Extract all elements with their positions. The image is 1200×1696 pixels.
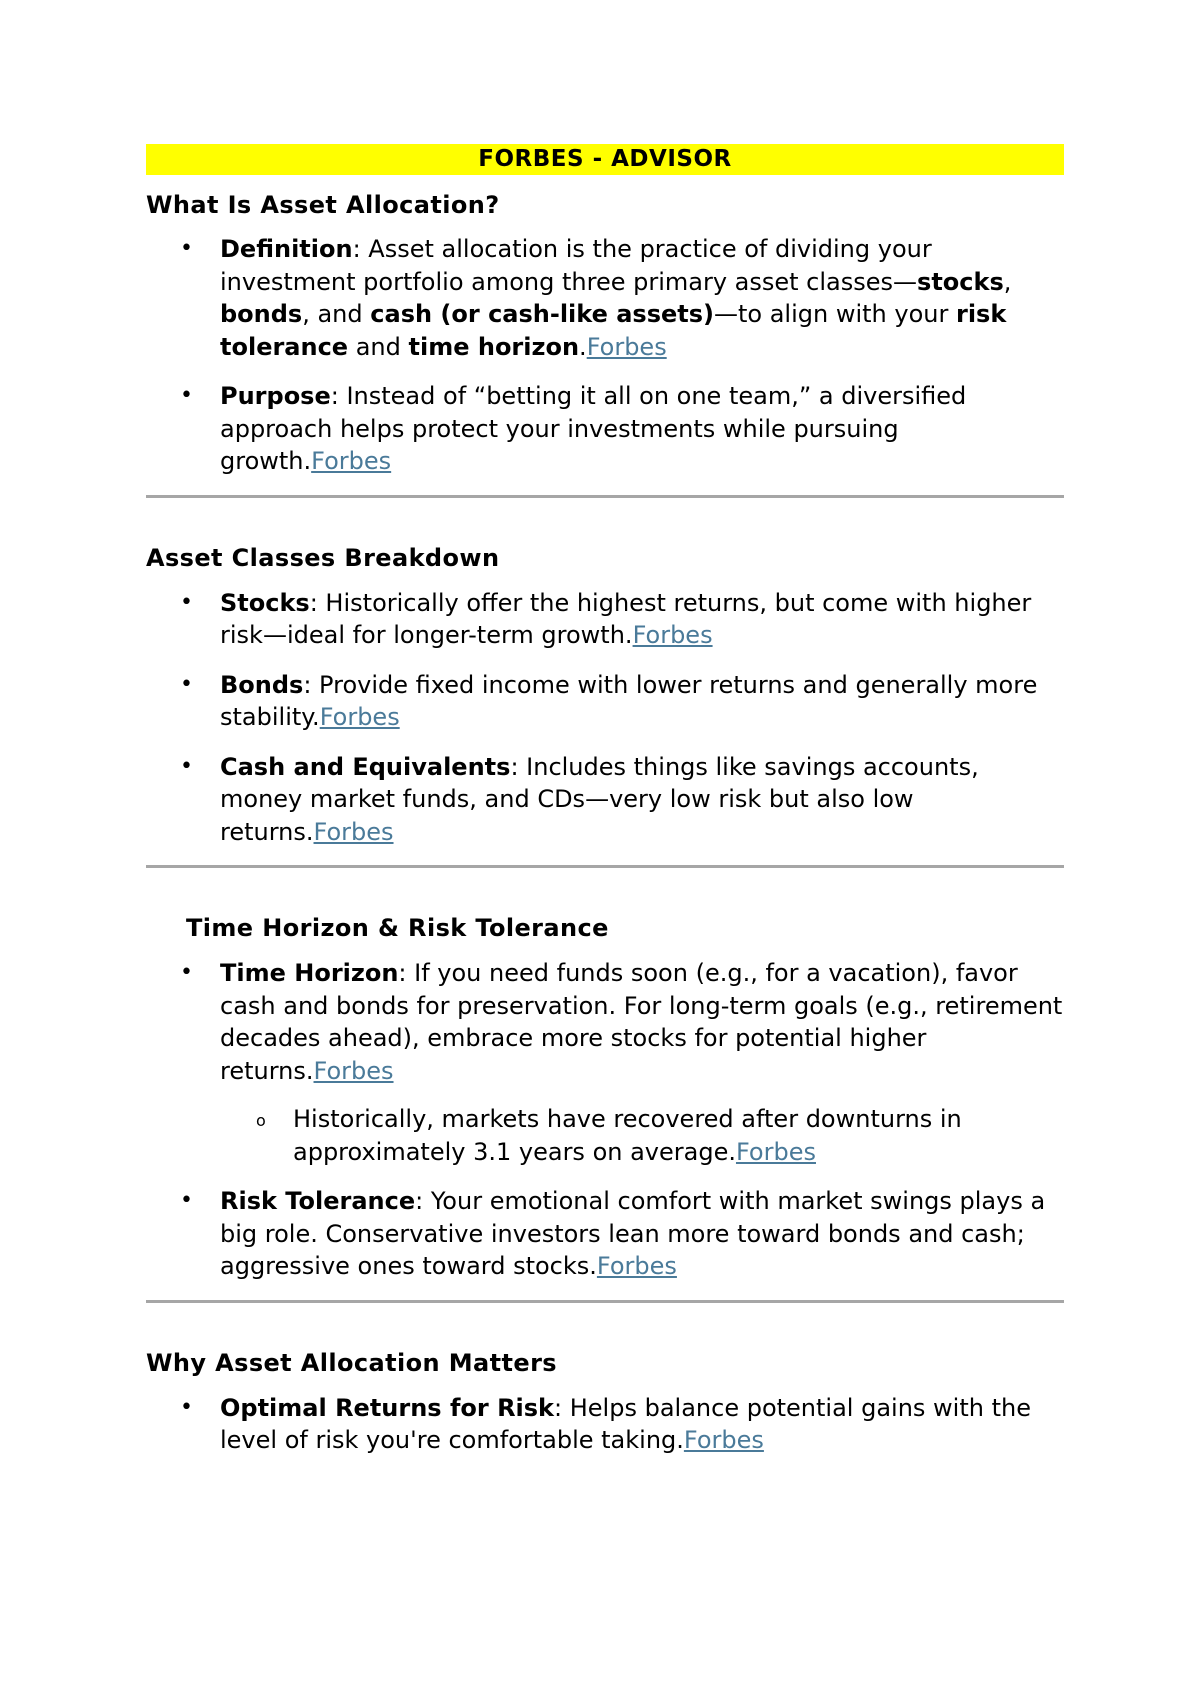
sub-list-item-recovery <box>220 1103 1064 1168</box>
item-text: : Includes things like savings accounts, money market funds, and CDs—very low risk but also low returns. <box>220 752 979 846</box>
forbes-source-link[interactable]: Forbes <box>311 447 392 475</box>
forbes-source-link[interactable]: Forbes <box>586 332 667 361</box>
item-text: : Historically offer the highest returns, but come with higher risk—ideal for longer-term growth. <box>220 588 1032 649</box>
list-item-stocks <box>146 587 1064 652</box>
item-text: . <box>579 332 587 361</box>
section-heading-what-is-asset-allocation: What Is Asset Allocation? <box>146 191 500 219</box>
term-stocks-class: Stocks <box>220 588 310 617</box>
term-risk-tolerance: risk tolerance <box>220 300 1007 361</box>
section-list-what-is <box>146 233 1064 478</box>
term-stocks: stocks <box>917 267 1004 296</box>
term-bonds-class: Bonds <box>220 670 304 699</box>
forbes-source-link[interactable]: Forbes <box>596 1252 677 1280</box>
item-text: and <box>348 332 409 361</box>
item-text: —to align with your <box>714 300 956 328</box>
section-divider <box>146 865 1064 868</box>
term-optimal-returns: Optimal Returns for Risk <box>220 1393 555 1422</box>
document-title-banner: FORBES - ADVISOR <box>146 144 1064 175</box>
section-list-asset-classes <box>146 587 1064 849</box>
section-divider <box>146 495 1064 498</box>
list-item-definition <box>146 233 1064 363</box>
term-time-horizon-item: Time Horizon <box>220 959 399 987</box>
section-heading-time-horizon-risk: Time Horizon & Risk Tolerance <box>186 914 609 942</box>
section-heading-asset-classes: Asset Classes Breakdown <box>146 543 500 572</box>
list-item-bonds <box>146 669 1064 734</box>
item-text: : Instead of “betting it all on one team,” a diversified approach helps protect your investments while pursuing growth. <box>220 382 967 475</box>
term-definition: Definition <box>220 235 353 263</box>
item-text: Historically, markets have recovered after downturns in approximately 3.1 years on average. <box>293 1105 962 1166</box>
term-risk-tolerance-item: Risk Tolerance <box>220 1187 416 1215</box>
item-text: , <box>1003 267 1012 296</box>
item-text: : If you need funds soon (e.g., for a vacation), favor cash and bonds for preservation. For long-term goals (e.g., retirement decades ahead), embrace more stocks for potential higher returns. <box>220 959 1063 1085</box>
term-time-horizon: time horizon <box>408 332 580 361</box>
forbes-source-link[interactable]: Forbes <box>632 621 713 649</box>
document-page <box>146 144 1064 1474</box>
list-item-optimal-returns <box>146 1392 1064 1457</box>
list-item-time-horizon <box>146 957 1064 1168</box>
forbes-source-link[interactable]: Forbes <box>313 1056 394 1085</box>
item-text: : Your emotional comfort with market swings plays a big role. Conservative investors lean more toward bonds and cash; aggressive ones toward stocks. <box>220 1187 1046 1280</box>
sub-list <box>220 1103 1064 1168</box>
section-list-time-risk <box>146 957 1064 1283</box>
forbes-source-link[interactable]: Forbes <box>313 817 394 846</box>
list-item-risk-tolerance <box>146 1185 1064 1283</box>
term-cash: cash (or cash-like assets) <box>370 300 714 328</box>
item-text: : Helps balance potential gains with the level of risk you're comfortable taking. <box>220 1393 1031 1454</box>
forbes-source-link[interactable]: Forbes <box>683 1426 764 1454</box>
list-item-cash-equivalents <box>146 751 1064 849</box>
forbes-source-link[interactable]: Forbes <box>735 1137 816 1166</box>
section-divider <box>146 1300 1064 1303</box>
term-bonds: bonds <box>220 300 303 328</box>
term-purpose: Purpose <box>220 382 331 410</box>
section-heading-why-matters: Why Asset Allocation Matters <box>146 1348 557 1377</box>
term-cash-equivalents: Cash and Equivalents <box>220 752 511 781</box>
item-text: : Asset allocation is the practice of dividing your investment portfolio among three primary asset classes— <box>220 235 932 296</box>
forbes-source-link[interactable]: Forbes <box>319 703 400 731</box>
section-list-why-matters <box>146 1392 1064 1457</box>
item-text: : Provide fixed income with lower returns and generally more stability. <box>220 670 1038 731</box>
item-text: , and <box>302 300 371 328</box>
list-item-purpose <box>146 380 1064 478</box>
